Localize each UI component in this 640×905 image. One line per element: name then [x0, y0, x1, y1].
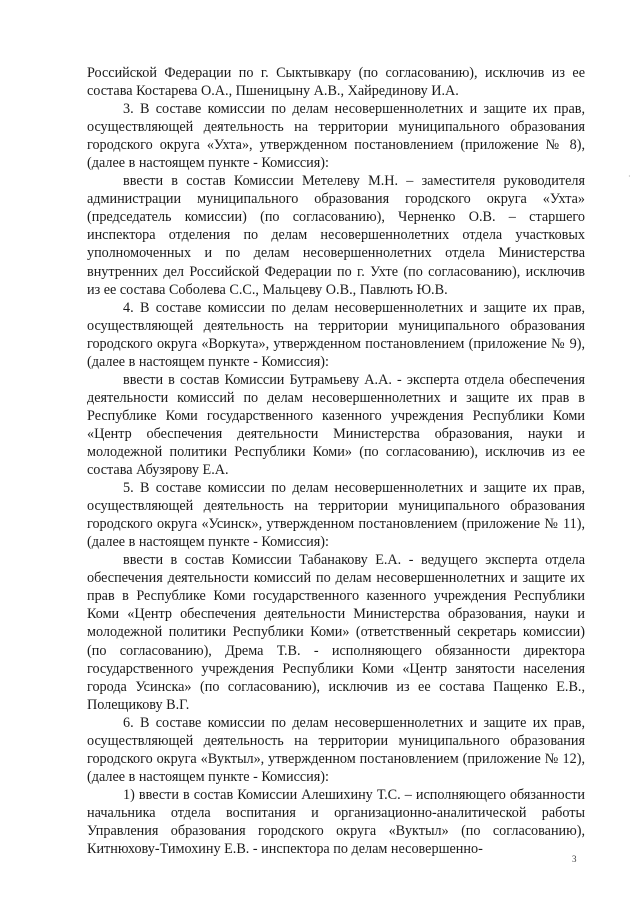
paragraph-item-6-heading: 6. В составе комиссии по делам несовершеннолетних и защите их прав, осуществляющей деятельность на территории муниципального образования городского округа «Вуктыл», утвержденном постановлением (приложение № 12), (далее в настоящем пункте - Комиссия): — [87, 714, 585, 785]
paragraph-item-3-body: ввести в состав Комиссии Метелеву М.Н. – заместителя руководителя администрации муниципального образования городского округа «Ухта» (председатель комиссии) (по согласованию), Черненко О.В. – старшего инспектора отделения по делам несовершеннолетних отдела участковых уполномоченных и по делам несовершеннолетних отдела Министерства внутренних дел Российской Федерации по г. Ухте (по согласованию), исключив из ее состава Соболева С.С., Мальцеву О.В., Павлють Ю.В. — [87, 173, 585, 298]
document-body — [87, 64, 585, 858]
paragraph-item-4-heading: 4. В составе комиссии по делам несовершеннолетних и защите их прав, осуществляющей деятельность на территории муниципального образования городского округа «Воркута», утвержденном постановлением (приложение № 9), (далее в настоящем пункте - Комиссия): — [87, 299, 585, 370]
scan-margin-mark: · — [628, 172, 631, 181]
paragraph-continuation: Российской Федерации по г. Сыктывкару (по согласованию), исключив из ее состава Костарева О.А., Пшеницыну А.В., Хайрединову И.А. — [87, 65, 585, 100]
paragraph-item-5-heading: 5. В составе комиссии по делам несовершеннолетних и защите их прав, осуществляющей деятельность на территории муниципального образования городского округа «Усинск», утвержденном постановлением (приложение № 11), (далее в настоящем пункте - Комиссия): — [87, 480, 585, 551]
paragraph-item-4-body: ввести в состав Комиссии Бутрамьеву А.А. - эксперта отдела обеспечения деятельности комиссий по делам несовершеннолетних и защите их прав в Республике Коми государственного казенного учреждения Республики Коми «Центр обеспечения деятельности Министерства образования, науки и молодежной политики Республики Коми» (по согласованию), исключив из ее состава Абузярову Е.А. — [87, 371, 585, 479]
paragraph-item-5-body: ввести в состав Комиссии Табанакову Е.А. - ведущего эксперта отдела обеспечения деятельности комиссий по делам несовершеннолетних и защите их прав в Республике Коми государственного казенного учреждения Республики Коми «Центр обеспечения деятельности Министерства образования, науки и молодежной политики Республики Коми» (ответственный секретарь комиссии) (по согласованию), Дрема Т.В. - исполняющего обязанности директора государственного учреждения Республики Коми «Центр занятости населения города Усинска» (по согласованию), исключив из ее состава Пащенко Е.В., Полещикову В.Г. — [87, 552, 585, 713]
page-number: 3 — [572, 854, 577, 864]
paragraph-item-6-subitem-1: 1) ввести в состав Комиссии Алешихину Т.С. – исполняющего обязанности начальника отдела воспитания и организационно-аналитической работы Управления образования городского округа «Вуктыл» (по согласованию), Китнюхову-Тимохину Е.В. - инспектора по делам несовершенно- — [87, 786, 585, 858]
paragraph-item-3-heading: 3. В составе комиссии по делам несовершеннолетних и защите их прав, осуществляющей деятельность на территории муниципального образования городского округа «Ухта», утвержденном постановлением (приложение № 8), (далее в настоящем пункте - Комиссия): — [87, 101, 585, 172]
